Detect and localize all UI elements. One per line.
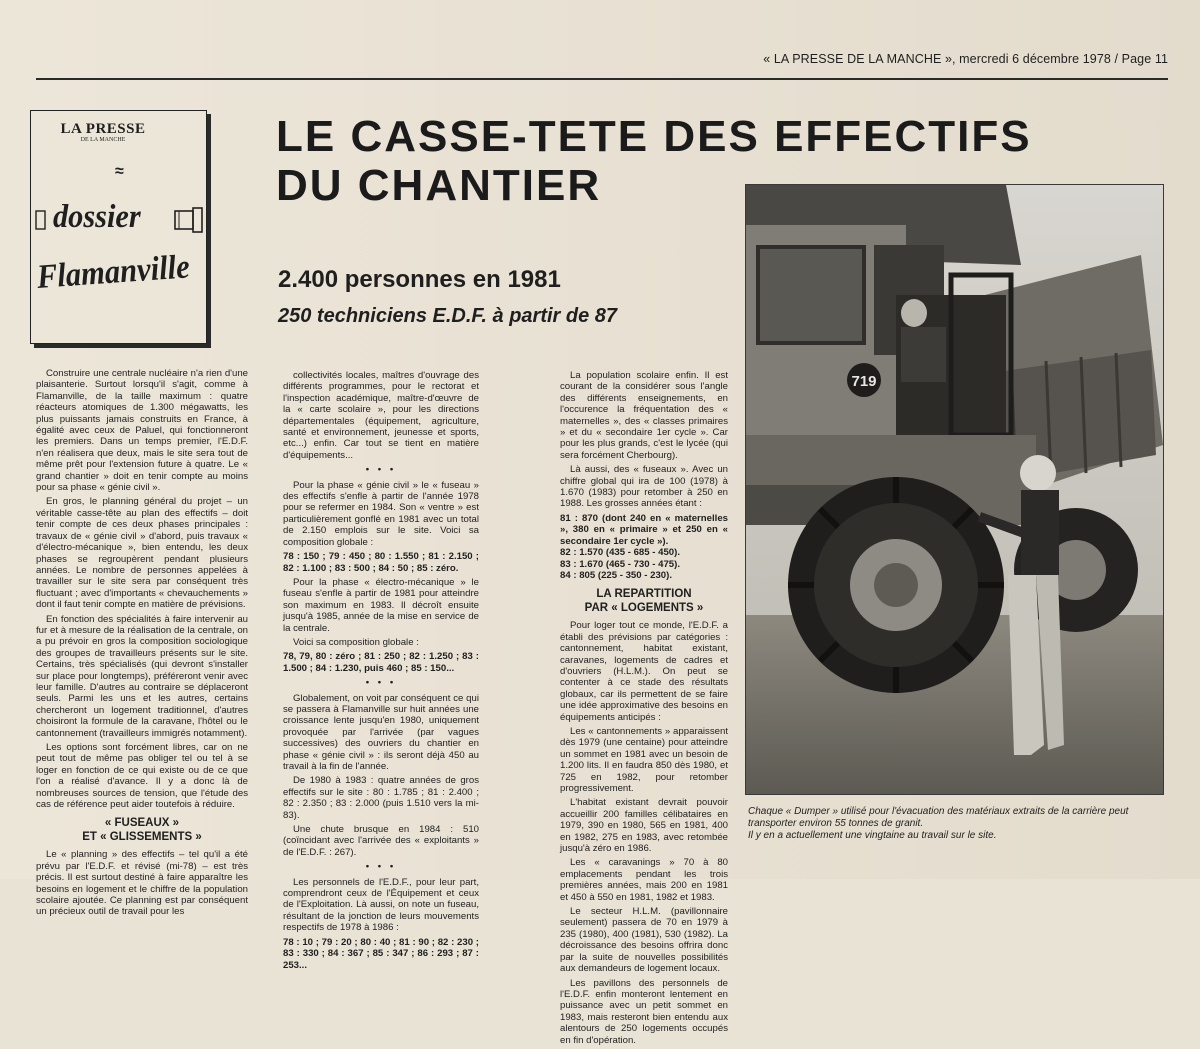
- logo-wave-mark: ≈: [115, 163, 124, 180]
- paragraph: Le secteur H.L.M. (pavillonnaire seulement) passera de 70 en 1979 à 235 (1980), 400 (1981), 530 (1982). La décroissance des besoins offrira donc par la suite de nouvelles possibilités aux demandeurs de logement locaux.: [560, 906, 728, 975]
- paragraph: Là aussi, des « fuseaux ». Avec un chiffre global qui ira de 100 (1978) à 1.670 (1983) pour retomber à 250 en 1988. Les grosses années étant :: [560, 464, 728, 510]
- header-rule: [36, 78, 1168, 80]
- dump-truck-illustration: [746, 185, 1163, 794]
- headline-line-1: LE CASSE-TETE DES EFFECTIFS: [276, 112, 1032, 161]
- figures-line: 83 : 1.670 (465 - 730 - 475).: [560, 558, 680, 570]
- paragraph: Les pavillons des personnels de l'E.D.F. enfin monteront lentement en puissance avec un petit sommet en 1983, mais resteront bien entendu aux alentours de 250 logements occupés en fin d'opération.: [560, 977, 728, 1046]
- paragraph: En fonction des spécialités à faire intervenir au fur et à mesure de la réalisation de la centrale, on a pu prévoir en gros la composition sociologique des groupes de travailleurs présents sur le site. Certains, très spécialisés (qui devront s'installer sur place pour longtemps), préféreront venir avec leur famille. D'autres au contraire se déplaceront seuls. Parmi les uns et les autres, certains chercheront un logement traditionnel, d'autres choisiront la formule de la caravane, l'hôtel ou le cantonnement (travailleurs immigrés notamment).: [36, 613, 248, 739]
- subheadline: 2.400 personnes en 1981: [278, 266, 561, 293]
- paragraph: Le « planning » des effectifs – tel qu'il a été prévu par l'E.D.F. et révisé (mi-78) – est très précis. Il est surtout destiné à faire apparaître les besoins en logement et le chiffre de la population scolaire ajoutée. Ce planning est par conséquent un précieux outil de travail pour les: [36, 849, 248, 918]
- subhead-line-1: LA REPARTITION: [596, 588, 692, 601]
- paragraph: La population scolaire enfin. Il est courant de la considérer sous l'angle des différents enseignements, en l'occurence la fréquentation des « maternelles », des « classes primaires » et du « secondaire 1er cycle ». Car pour les plus grands, c'est le lycée (qui sera forcément Cherbourg).: [560, 370, 728, 461]
- paragraph: collectivités locales, maîtres d'ouvrage des différents programmes, pour le rectorat et l'inspection académique, maître-d'œuvre de la « carte scolaire », pour les directions départementales (équipement, agriculture, santé et environnement, jeunesse et sports, etc...) enfin. Car tout se tient en matière d'équipements...: [283, 370, 479, 461]
- figures-line: 78 : 150 ; 79 : 450 ; 80 : 1.550 ; 81 : 2.150 ; 82 : 1.100 ; 83 : 500 ; 84 : 50 ; 85 : zéro.: [283, 551, 479, 574]
- subhead-line-2: ET « GLISSEMENTS »: [82, 831, 202, 844]
- logo-flamanville-word: Flamanville: [35, 248, 191, 296]
- paragraph: En gros, le planning général du projet – un véritable casse-tête au plan des effectifs – doit tenir compte de ces deux phases principales : travaux de « génie civil » d'abord, puis travaux « d'électro-mécanique », bien entendu, les deux phases se regroupèrent pendant plusieurs années. Le nombre de personnes appelées à travailler sur le site sera par conséquent très fluctuant ; avec d'importants « chevauchements » dont il faut tenir compte en matière de prévisions.: [36, 496, 248, 611]
- paragraph: Les options sont forcément libres, car on ne peut tout de même pas obliger tel ou tel à se loger en fonction de ce qui existe ou de ce que l'on a réalisé d'avance. Il y a donc là de nombreuses sources de tension, que l'étude des cas de référence peut aider toutefois à réduire.: [36, 742, 248, 811]
- paragraph: Construire une centrale nucléaire n'a rien d'une plaisanterie. Surtout lorsqu'il s'agit, comme à Flamanville, de la taille maximum : quatre réacteurs atomiques de 1.300 mégawatts, les plus puissants jamais construits en France, à égalité avec ceux de Paluel, qui fonctionneront les premiers. Dans un temps premier, l'E.D.F. n'en réalisera que deux, mais le site sera tout de même prêt pour l'extension future à quatre. Le « grand chantier » doit en tenir compte au moins pour sa phase « génie civil ».: [36, 368, 248, 494]
- figures-line: 84 : 805 (225 - 350 - 230).: [560, 569, 672, 581]
- subhead-line-1: « FUSEAUX »: [104, 817, 180, 830]
- section-separator: • • •: [365, 677, 397, 689]
- logo-brand-sub: DE LA MANCHE: [80, 137, 126, 143]
- pipe-icon: [173, 205, 205, 235]
- paragraph: Globalement, on voit par conséquent ce qui se passera à Flamanville sur huit années une croissance lente jusqu'en 1980, uniquement provoquée par l'arrivée (par vagues successives) des ouvriers du chantier en phase « génie civil » : ils seront déjà 450 au travail à la fin de l'année.: [283, 692, 479, 772]
- paragraph: Une chute brusque en 1984 : 510 (coïncidant avec l'arrivée des « exploitants » de l'E.D.F. : 267).: [283, 824, 479, 858]
- dossier-logo: [30, 110, 207, 344]
- paragraph: Pour la phase « électro-mécanique » le fuseau s'enfle à partir de 1981 pour atteindre son maximum en 1983. Il décroît ensuite jusqu'à 1985, année de la mise en service de la centrale.: [283, 576, 479, 634]
- logo-brand: LA PRESSE: [60, 121, 146, 137]
- figures-line: 78 : 10 ; 79 : 20 ; 80 : 40 ; 81 : 90 ; 82 : 230 ; 83 : 330 ; 84 : 367 ; 85 : 347 ; 86 : 293 ; 87 : 253...: [283, 936, 479, 971]
- pipe-end-icon: [35, 209, 47, 231]
- paragraph: Les « cantonnements » apparaissent dès 1979 (une centaine) pour atteindre un sommet en 1981 avec un besoin de 1.200 lits. Il en faudra 850 dès 1980, et 725 en 1982, pour retomber progressivement.: [560, 725, 728, 794]
- article-column-1: [36, 368, 248, 921]
- running-head: « LA PRESSE DE LA MANCHE », mercredi 6 décembre 1978 / Page 11: [763, 52, 1168, 66]
- paragraph: De 1980 à 1983 : quatre années de gros effectifs sur le site : 80 : 1.785 ; 81 : 2.400 ; 82 : 2.350 ; 83 : 2.000 (puis 1.510 vers la mi-83).: [283, 775, 479, 821]
- truck-number: 719: [851, 373, 877, 390]
- paragraph: Voici sa composition globale :: [293, 636, 419, 648]
- logo-dossier-word: dossier: [53, 199, 141, 235]
- paragraph: Pour loger tout ce monde, l'E.D.F. a établi des prévisions par catégories : cantonnement, habitat existant, caravanes, logements de cadres et d'ouvriers (H.L.M.). On peut se contenter à ce stade des résultats globaux, car ils permettent de se faire une idée approximative des besoins en équipements anticipés :: [560, 620, 728, 723]
- section-separator: • • •: [365, 464, 397, 476]
- section-subhead: [560, 587, 728, 615]
- paragraph: Les personnels de l'E.D.F., pour leur part, comprendront ceux de l'Équipement et ceux de l'Exploitation. Là aussi, on note un fuseau, résultant de la jonction de leurs mouvements respectifs de 1978 à 1986 :: [283, 876, 479, 934]
- subheadline-italic: 250 techniciens E.D.F. à partir de 87: [278, 305, 618, 327]
- paragraph: Pour la phase « génie civil » le « fuseau » des effectifs s'enfle à partir de l'année 1978 pour se refermer en 1984. Son « ventre » est particulièrement gonflé en 1981 avec un total de 2.150 emplois sur le site. Voici sa composition globale :: [283, 479, 479, 548]
- figures-line: 78, 79, 80 : zéro ; 81 : 250 ; 82 : 1.250 ; 83 : 1.500 ; 84 : 1.230, puis 460 ; 85 : 150...: [283, 651, 479, 674]
- subhead-line-2: PAR « LOGEMENTS »: [584, 602, 704, 615]
- article-column-2: [283, 370, 479, 974]
- section-subhead: [36, 816, 248, 844]
- section-separator: • • •: [365, 861, 397, 873]
- figures-line: 81 : 870 (dont 240 en « maternelles », 380 en « primaire » et 250 en « secondaire 1er cycle »).: [560, 512, 728, 547]
- paragraph: Les « caravanings » 70 à 80 emplacements pendant les trois premières années, mais 200 en 1981 et 450 à 550 en 1981, 1982 et 1983.: [560, 857, 728, 903]
- article-column-3: [560, 370, 728, 1049]
- figures-line: 82 : 1.570 (435 - 685 - 450).: [560, 547, 680, 559]
- paragraph: L'habitat existant devrait pouvoir accueillir 200 familles célibataires en 1979, 390 en 1980, 565 en 1981, 400 en 1982, 275 en 1983, avec retombée jusqu'à zéro en 1986.: [560, 797, 728, 855]
- photo-caption: [748, 806, 1164, 842]
- caption-text: Chaque « Dumper » utilisé pour l'évacuation des matériaux extraits de la carrière peut transporter environ 55 tonnes de granit. Il y en a actuellement une vingtaine au travail sur le site.: [748, 806, 1129, 841]
- dump-truck-photo: [745, 184, 1164, 795]
- headline-line-2: DU CHANTIER: [276, 161, 602, 211]
